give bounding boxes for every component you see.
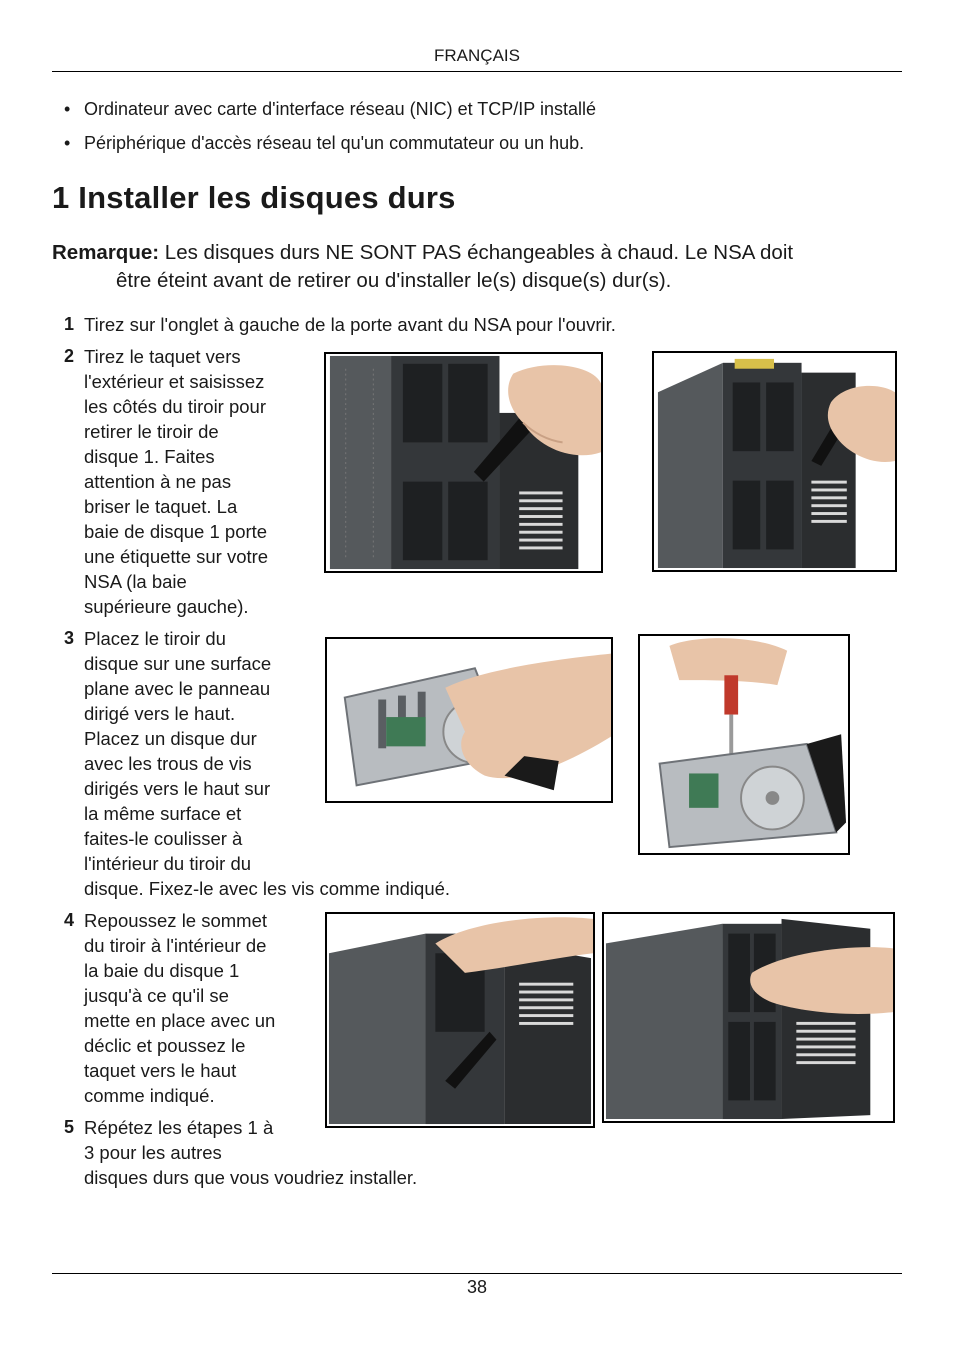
step-line: dirigé vers le haut.: [84, 703, 236, 724]
page-number: 38: [466, 1277, 488, 1297]
step-line: la même surface et: [84, 803, 242, 824]
illustration-insert-tray: [327, 914, 593, 1126]
bullet-item-2: [64, 132, 584, 154]
step-line: du tiroir à l'intérieur de: [84, 935, 267, 956]
header-language: FRANÇAIS: [434, 46, 520, 65]
illustration-drive-tray: [327, 639, 611, 801]
note-line-1: Les disques durs NE SONT PAS échangeables à chaud. Le NSA doit: [159, 241, 794, 264]
note-block: [52, 239, 902, 295]
step-number-3: 3: [64, 628, 75, 648]
bullet-symbol: •: [64, 99, 71, 119]
step-line: Placez un disque dur: [84, 728, 257, 749]
photo-step3-fix-screws: [638, 634, 850, 855]
note-label: Remarque:: [52, 241, 160, 264]
step-line: dirigés vers le haut sur: [84, 778, 271, 799]
note-line-2: être éteint avant de retirer ou d'installer le(s) disque(s) dur(s).: [116, 269, 672, 292]
bullet-item-1: [64, 98, 596, 120]
step-line: attention à ne pas: [84, 471, 232, 492]
step-line: Repoussez le sommet: [84, 910, 268, 931]
step-line: Répétez les étapes 1 à: [84, 1117, 274, 1138]
illustration-close-latch: [604, 914, 893, 1121]
bullet-symbol: •: [64, 133, 71, 153]
step-line: briser le taquet. La: [84, 496, 238, 517]
photo-step2-pull-latch: [324, 352, 603, 573]
illustration-screwdriver: [640, 636, 848, 853]
photo-step2-remove-tray: [652, 351, 897, 572]
step-line: déclic et poussez le: [84, 1035, 246, 1056]
step-line: Placez le tiroir du: [84, 628, 226, 649]
step-number-1: 1: [64, 314, 75, 334]
step-line: plane avec le panneau: [84, 678, 271, 699]
step-line: comme indiqué.: [84, 1085, 215, 1106]
step-line: taquet vers le haut: [84, 1060, 237, 1081]
step-number-2: 2: [64, 346, 75, 366]
step-line: supérieure gauche).: [84, 596, 249, 617]
step-line: NSA (la baie: [84, 571, 187, 592]
step-text-2: [84, 344, 268, 619]
step-line: jusqu'à ce qu'il se: [84, 985, 229, 1006]
header-rule: [52, 71, 902, 72]
step-line: disque 1. Faites: [84, 446, 215, 467]
step-text-4: [84, 908, 275, 1108]
step-line: l'extérieur et saisissez: [84, 371, 265, 392]
step-line: Tirez sur l'onglet à gauche de la porte avant du NSA pour l'ouvrir.: [84, 314, 616, 335]
bullet-text: Périphérique d'accès réseau tel qu'un commutateur ou un hub.: [84, 133, 585, 153]
illustration-nas-tray-removed: [654, 353, 895, 570]
step-line: une étiquette sur votre: [84, 546, 269, 567]
step-line: l'intérieur du tiroir du: [84, 853, 252, 874]
photo-step4-push-tray: [325, 912, 595, 1128]
step-line: disques durs que vous voudriez installer.: [84, 1167, 418, 1188]
photo-step3-slide-drive: [325, 637, 613, 803]
step-line: les côtés du tiroir pour: [84, 396, 267, 417]
step-number-5: 5: [64, 1117, 75, 1137]
step-text-1: [84, 312, 616, 337]
step-line: baie de disque 1 porte: [84, 521, 268, 542]
step-line: avec les trous de vis: [84, 753, 252, 774]
photo-step4-push-latch: [602, 912, 895, 1123]
bullet-text: Ordinateur avec carte d'interface réseau (NIC) et TCP/IP installé: [84, 99, 596, 119]
footer-rule: [52, 1273, 902, 1274]
step-line: 3 pour les autres: [84, 1142, 222, 1163]
step-line: disque sur une surface: [84, 653, 272, 674]
step-number-4: 4: [64, 910, 75, 930]
step-line: la baie du disque 1: [84, 960, 240, 981]
step-line: faites-le coulisser à: [84, 828, 243, 849]
illustration-nas-latch: [326, 354, 601, 571]
step-line: Tirez le taquet vers: [84, 346, 241, 367]
section-title: 1 Installer les disques durs: [52, 180, 456, 215]
step-line: retirer le tiroir de: [84, 421, 219, 442]
step-line: mette en place avec un: [84, 1010, 276, 1031]
step-line: disque. Fixez-le avec les vis comme indiqué.: [84, 878, 451, 899]
